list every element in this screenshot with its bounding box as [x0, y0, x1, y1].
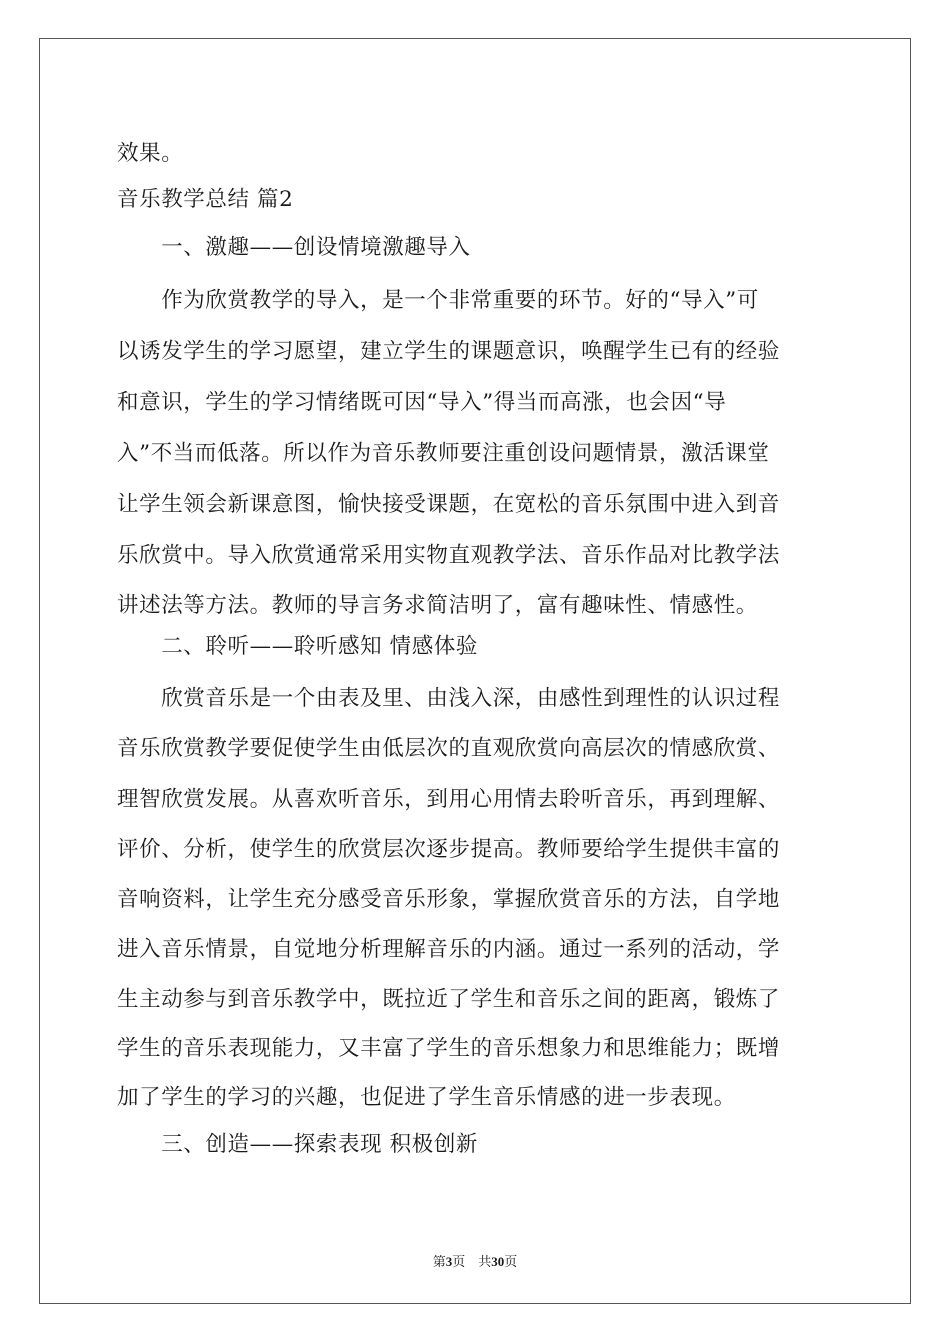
body-text-line: 作为欣赏教学的导入，是一个非常重要的环节。好的“导入”可 [117, 288, 759, 313]
footer-mid: 页 共 [452, 1255, 492, 1270]
body-text-line: 音响资料，让学生充分感受音乐形象，掌握欣赏音乐的方法，自学地 [117, 887, 781, 912]
section-title: 音乐教学总结 篇2 [117, 187, 294, 212]
footer-prefix: 第 [432, 1255, 446, 1270]
body-text-line: 加了学生的学习的兴趣，也促进了学生音乐情感的进一步表现。 [117, 1085, 736, 1110]
page-footer [0, 1251, 950, 1270]
body-text-line: 让学生领会新课意图，愉快接受课题，在宽松的音乐氛围中进入到音 [117, 492, 781, 517]
current-page-number: 3 [445, 1254, 453, 1269]
body-text-line: 讲述法等方法。教师的导言务求简洁明了，富有趣味性、情感性。 [117, 593, 758, 618]
body-text-line: 音乐欣赏教学要促使学生由低层次的直观欣赏向高层次的情感欣赏、 [117, 736, 781, 761]
body-text-line: 学生的音乐表现能力，又丰富了学生的音乐想象力和思维能力；既增 [117, 1036, 781, 1061]
heading-2: 二、聆听——聆听感知 情感体验 [117, 634, 479, 659]
body-text-line: 和意识，学生的学习情绪既可因“导入”得当而高涨，也会因“导 [117, 390, 727, 415]
body-text-line: 乐欣赏中。导入欣赏通常采用实物直观教学法、音乐作品对比教学法 [117, 543, 781, 568]
footer-suffix: 页 [504, 1255, 518, 1270]
heading-3: 三、创造——探索表现 积极创新 [117, 1132, 479, 1157]
body-text-line: 评价、分析，使学生的欣赏层次逐步提高。教师要给学生提供丰富的 [117, 837, 781, 862]
body-text-line: 欣赏音乐是一个由表及里、由浅入深，由感性到理性的认识过程 [117, 686, 781, 711]
page-border [39, 38, 911, 1304]
body-text-line: 效果。 [117, 141, 184, 166]
body-text-line: 理智欣赏发展。从喜欢听音乐，到用心用情去聆听音乐，再到理解、 [117, 787, 781, 812]
heading-1: 一、激趣——创设情境激趣导入 [117, 235, 471, 260]
total-page-number: 30 [491, 1254, 505, 1269]
body-text-line: 进入音乐情景，自觉地分析理解音乐的内涵。通过一系列的活动，学 [117, 937, 781, 962]
body-text-line: 入”不当而低落。所以作为音乐教师要注重创设问题情景，激活课堂 [117, 441, 770, 466]
body-text-line: 以诱发学生的学习愿望，建立学生的课题意识，唤醒学生已有的经验 [117, 339, 781, 364]
body-text-line: 生主动参与到音乐教学中，既拉近了学生和音乐之间的距离，锻炼了 [117, 987, 781, 1012]
